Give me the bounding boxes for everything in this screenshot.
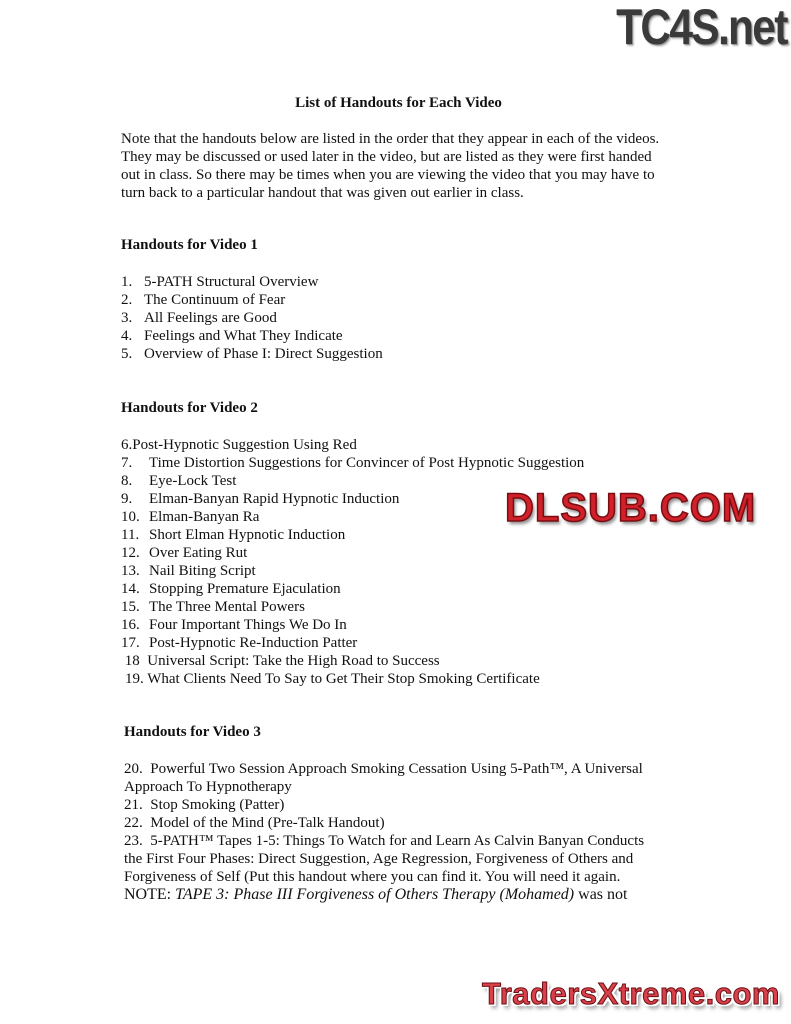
item-text: Overview of Phase I: Direct Suggestion bbox=[144, 346, 383, 362]
item-number: 9. bbox=[121, 491, 133, 507]
item-number: 16. bbox=[121, 617, 140, 633]
tc4s-watermark-logo: TC4S.net bbox=[616, 0, 787, 55]
list-item: 19. What Clients Need To Say to Get Their Stop Smoking Certificate bbox=[125, 671, 540, 687]
item-text: The Continuum of Fear bbox=[144, 292, 286, 308]
item-text: Four Important Things We Do In bbox=[149, 617, 347, 633]
item-number: 4. bbox=[121, 328, 133, 344]
note-line bbox=[121, 886, 681, 904]
video2-heading: Handouts for Video 2 bbox=[121, 400, 258, 416]
page-title: List of Handouts for Each Video bbox=[295, 95, 502, 111]
item-number: 3. bbox=[121, 310, 133, 326]
item-text: Stopping Premature Ejaculation bbox=[149, 581, 341, 597]
item-text: Feelings and What They Indicate bbox=[144, 328, 343, 344]
item-text: Post-Hypnotic Re-Induction Patter bbox=[149, 635, 358, 651]
list-item bbox=[121, 327, 681, 345]
list-item: 18 Universal Script: Take the High Road to Success bbox=[121, 653, 440, 669]
item-number: 12. bbox=[121, 545, 140, 561]
list-line: 23. 5-PATH™ Tapes 1-5: Things To Watch for and Learn As Calvin Banyan Conducts bbox=[124, 833, 645, 849]
video1-list bbox=[121, 273, 681, 363]
video2-list bbox=[121, 436, 681, 688]
intro-line: Note that the handouts below are listed in the order that they appear in each of the videos. bbox=[121, 131, 660, 147]
item-text: Eye-Lock Test bbox=[149, 473, 237, 489]
item-text: Time Distortion Suggestions for Convincer of Post Hypnotic Suggestion bbox=[149, 455, 585, 471]
list-item bbox=[121, 598, 681, 616]
list-item bbox=[121, 454, 681, 472]
list-item bbox=[121, 544, 681, 562]
dlsub-watermark-logo: DLSUB.COM bbox=[505, 486, 757, 530]
intro-paragraph bbox=[121, 130, 681, 202]
item-number: 5. bbox=[121, 346, 133, 362]
item-text: Over Eating Rut bbox=[149, 545, 248, 561]
item-number: 13. bbox=[121, 563, 140, 579]
list-item bbox=[121, 345, 681, 363]
item-number: 8. bbox=[121, 473, 133, 489]
item-number: 14. bbox=[121, 581, 140, 597]
item-text: 5-PATH Structural Overview bbox=[144, 274, 319, 290]
list-item bbox=[121, 562, 681, 580]
video3-list bbox=[121, 760, 681, 886]
list-item bbox=[121, 273, 681, 291]
tradersxtreme-watermark-logo: TradersXtreme.com bbox=[482, 976, 780, 1011]
list-item bbox=[121, 580, 681, 598]
list-line: 20. Powerful Two Session Approach Smoking Cessation Using 5-Path™, A Universal bbox=[124, 761, 643, 777]
item-text: All Feelings are Good bbox=[144, 310, 277, 326]
list-item bbox=[121, 309, 681, 327]
video3-heading: Handouts for Video 3 bbox=[124, 724, 261, 740]
list-line: the First Four Phases: Direct Suggestion, Age Regression, Forgiveness of Others and bbox=[124, 851, 634, 867]
list-line: 22. Model of the Mind (Pre-Talk Handout) bbox=[124, 815, 385, 831]
list-item bbox=[121, 634, 681, 652]
intro-line: turn back to a particular handout that was given out earlier in class. bbox=[121, 185, 524, 201]
item-number: 1. bbox=[121, 274, 133, 290]
item-number: 15. bbox=[121, 599, 140, 615]
note-label: NOTE: bbox=[124, 886, 176, 903]
item-text: The Three Mental Powers bbox=[149, 599, 305, 615]
note-rest: was not bbox=[574, 886, 628, 903]
item-number: 7. bbox=[121, 455, 133, 471]
list-line: Approach To Hypnotherapy bbox=[124, 779, 292, 795]
item-text: Elman-Banyan Ra bbox=[149, 509, 260, 525]
item-number: 11. bbox=[121, 527, 140, 543]
item-number: 10. bbox=[121, 509, 140, 525]
item-text: Short Elman Hypnotic Induction bbox=[149, 527, 346, 543]
item-number: 2. bbox=[121, 292, 133, 308]
item-text: Elman-Banyan Rapid Hypnotic Induction bbox=[149, 491, 400, 507]
intro-line: They may be discussed or used later in the video, but are listed as they were first handed bbox=[121, 149, 652, 165]
list-item: 6.Post-Hypnotic Suggestion Using Red bbox=[121, 437, 357, 453]
item-number: 17. bbox=[121, 635, 140, 651]
video1-heading: Handouts for Video 1 bbox=[121, 237, 258, 253]
list-line: Forgiveness of Self (Put this handout where you can find it. You will need it again. bbox=[124, 869, 621, 885]
intro-line: out in class. So there may be times when you are viewing the video that you may have to bbox=[121, 167, 655, 183]
list-item bbox=[121, 291, 681, 309]
list-item bbox=[121, 616, 681, 634]
item-text: Nail Biting Script bbox=[149, 563, 256, 579]
list-line: 21. Stop Smoking (Patter) bbox=[124, 797, 285, 813]
note-italic: TAPE 3: Phase III Forgiveness of Others Therapy (Mohamed) bbox=[175, 886, 575, 903]
